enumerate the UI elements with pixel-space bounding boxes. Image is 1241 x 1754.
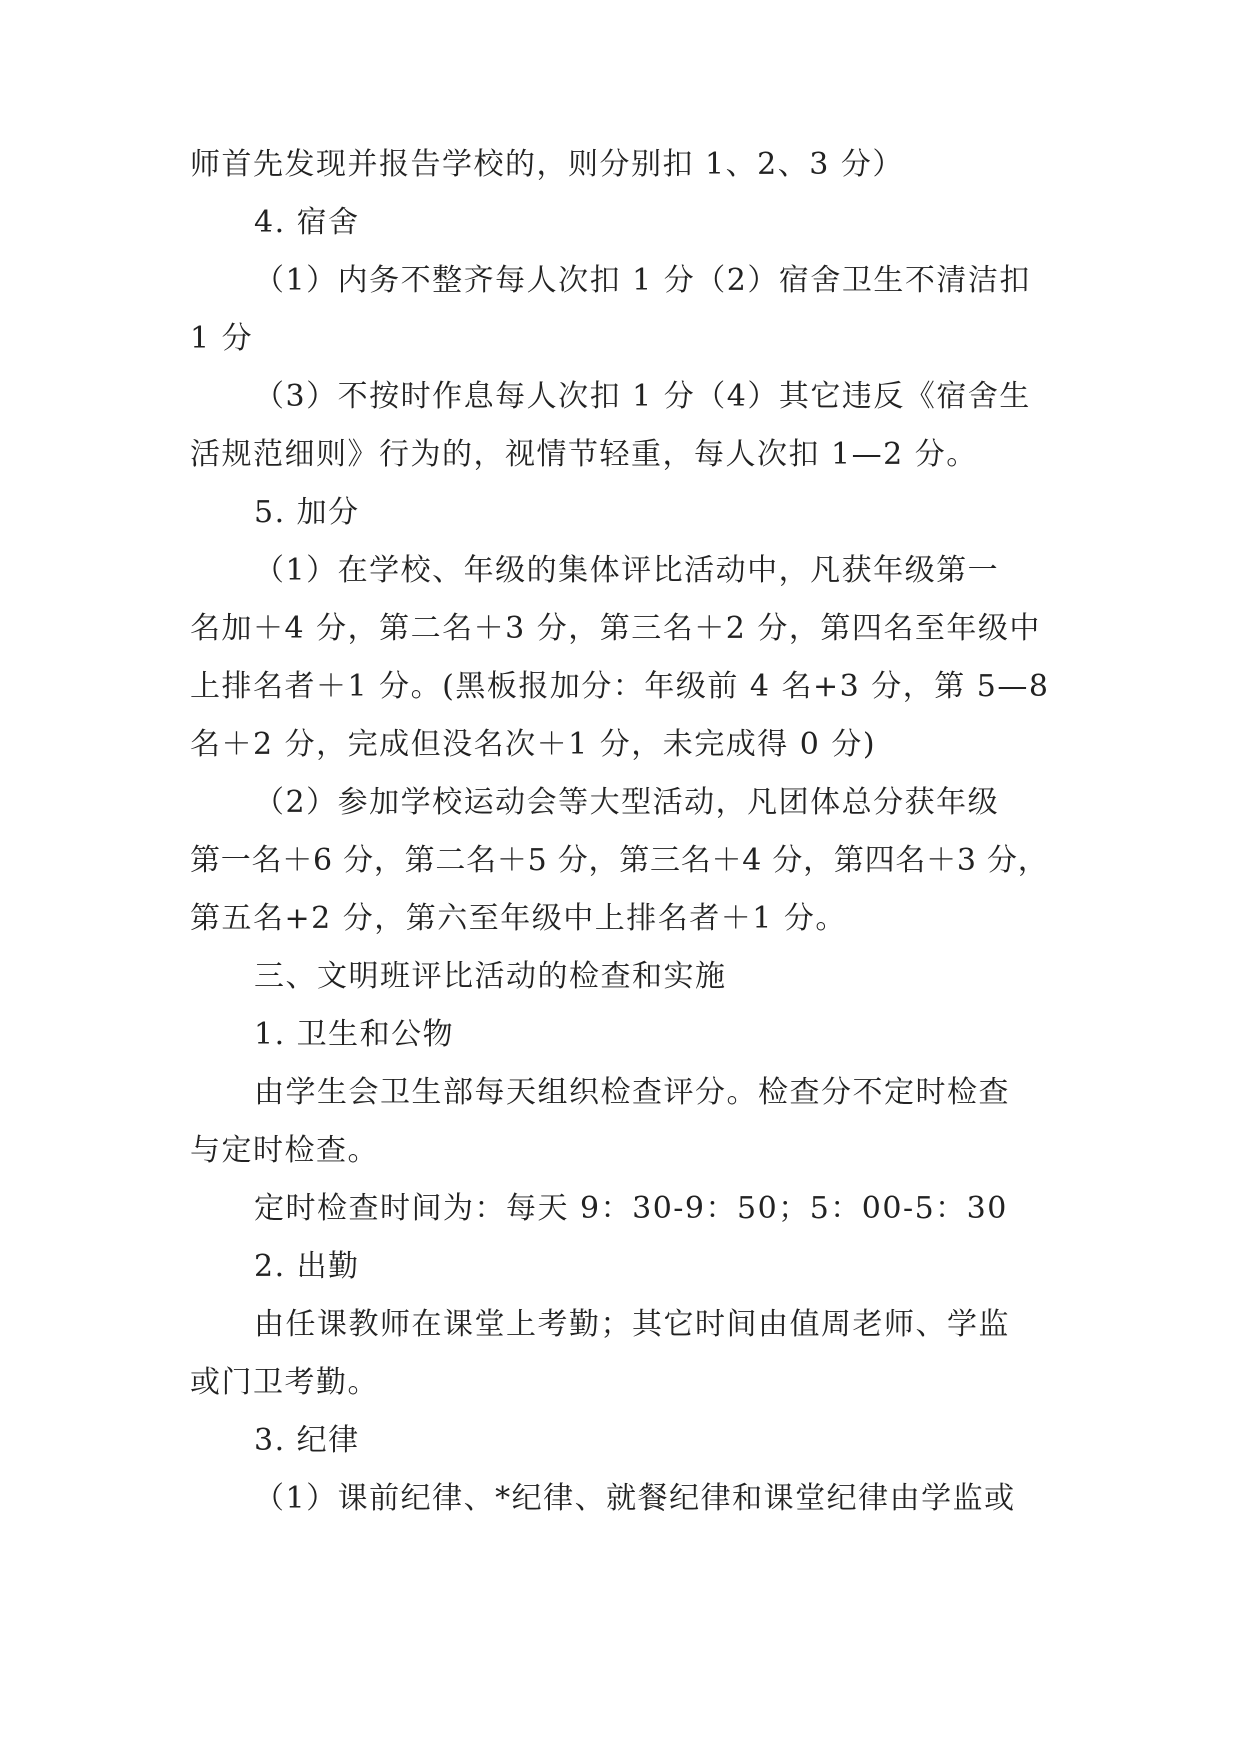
text-line: （1）内务不整齐每人次扣 1 分（2）宿舍卫生不清洁扣 (254, 263, 1031, 298)
section-heading: 3. 纪律 (254, 1423, 360, 1458)
section-heading: 2. 出勤 (254, 1249, 360, 1284)
text-line: （2）参加学校运动会等大型活动，凡团体总分获年级 (254, 785, 1000, 820)
text-line: （1）在学校、年级的集体评比活动中，凡获年级第一 (254, 553, 1000, 588)
text-line: 名＋2 分，完成但没名次＋1 分，未完成得 0 分) (190, 727, 877, 762)
text-line: 定时检查时间为：每天 9：30-9：50；5：00-5：30 (254, 1191, 1008, 1226)
section-heading: 5. 加分 (254, 495, 360, 530)
section-heading: 1. 卫生和公物 (254, 1017, 455, 1052)
text-line: 名加＋4 分，第二名＋3 分，第三名＋2 分，第四名至年级中 (190, 611, 1041, 646)
text-line: 第五名+2 分，第六至年级中上排名者＋1 分。 (190, 901, 847, 936)
text-line: 与定时检查。 (190, 1133, 379, 1168)
text-line: 由学生会卫生部每天组织检查评分。检查分不定时检查 (254, 1075, 1010, 1110)
section-heading: 三、文明班评比活动的检查和实施 (254, 959, 727, 994)
section-heading: 4. 宿舍 (254, 205, 360, 240)
text-line: （3）不按时作息每人次扣 1 分（4）其它违反《宿舍生 (254, 379, 1031, 414)
text-line: 上排名者＋1 分。(黑板报加分：年级前 4 名+3 分，第 5—8 (190, 669, 1050, 704)
text-line: 第一名＋6 分，第二名＋5 分，第三名＋4 分，第四名＋3 分， (190, 843, 1049, 878)
text-line: 由任课教师在课堂上考勤；其它时间由值周老师、学监 (254, 1307, 1010, 1342)
text-line: 或门卫考勤。 (190, 1365, 379, 1400)
text-line: （1）课前纪律、*纪律、就餐纪律和课堂纪律由学监或 (254, 1481, 1016, 1516)
text-line: 活规范细则》行为的，视情节轻重，每人次扣 1—2 分。 (190, 437, 978, 472)
text-line: 师首先发现并报告学校的，则分别扣 1、2、3 分） (190, 147, 904, 182)
text-line: 1 分 (190, 321, 254, 356)
